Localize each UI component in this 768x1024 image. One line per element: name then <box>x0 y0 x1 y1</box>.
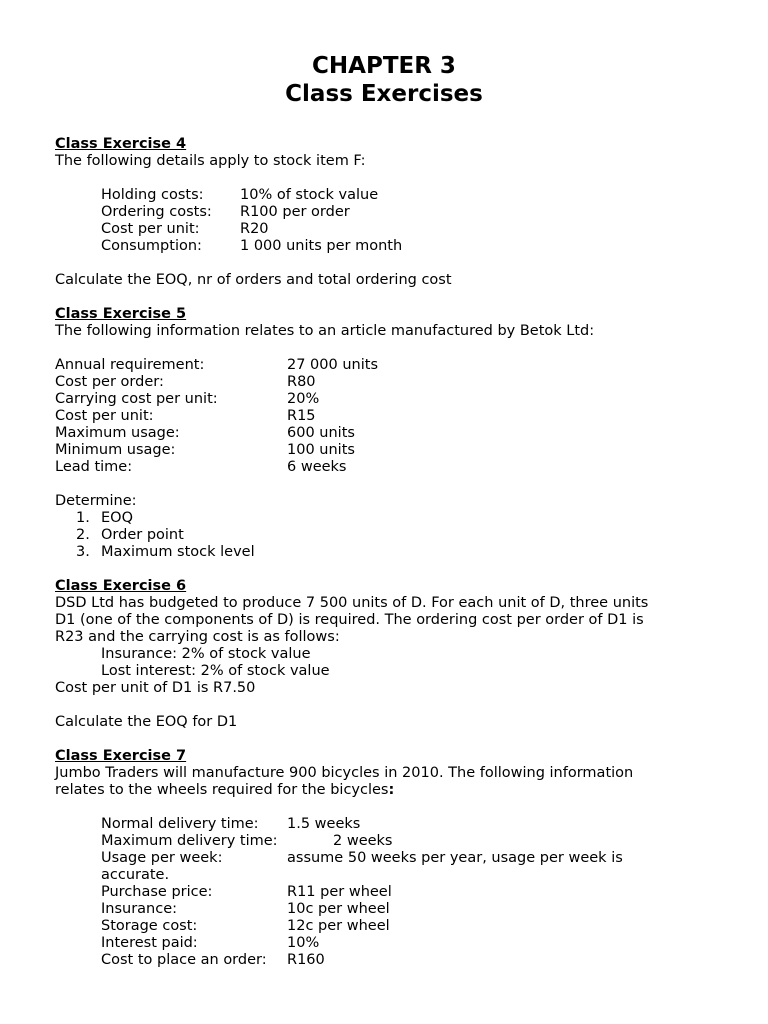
exercise-7-paragraph-line-2 <box>55 782 394 799</box>
ex5-lead-time-label: Lead time: <box>55 459 133 475</box>
ex5-item-1-number: 1. <box>76 510 90 526</box>
ex7-insurance-label: Insurance: <box>101 901 178 917</box>
ex5-unit-cost-label: Cost per unit: <box>55 408 154 424</box>
ex5-item-1-text: EOQ <box>101 510 133 526</box>
exercise-7-heading: Class Exercise 7 <box>55 748 187 764</box>
ex6-cost-per-unit: Cost per unit of D1 is R7.50 <box>55 680 256 696</box>
ex5-item-2-text: Order point <box>101 527 184 543</box>
ex7-purchase-price-label: Purchase price: <box>101 884 213 900</box>
exercise-6-paragraph-line-3: R23 and the carrying cost is as follows: <box>55 629 340 645</box>
ex7-usage-label: Usage per week: <box>101 850 223 866</box>
ex7-max-delivery-label: Maximum delivery time: <box>101 833 278 849</box>
ex5-carrying-value: 20% <box>287 391 320 407</box>
exercise-7-paragraph-line-1: Jumbo Traders will manufacture 900 bicycles in 2010. The following information <box>55 765 634 781</box>
ex5-determine: Determine: <box>55 493 137 509</box>
ex5-annual-label: Annual requirement: <box>55 357 205 373</box>
ex5-item-3-text: Maximum stock level <box>101 544 255 560</box>
ex5-lead-time-value: 6 weeks <box>287 459 347 475</box>
ex5-unit-cost-value: R15 <box>287 408 316 424</box>
ex4-holding-label: Holding costs: <box>101 187 204 203</box>
ex5-item-2-number: 2. <box>76 527 90 543</box>
ex4-ordering-label: Ordering costs: <box>101 204 212 220</box>
ex4-cost-value: R20 <box>240 221 269 237</box>
ex7-order-cost-value: R160 <box>287 952 325 968</box>
exercise-6-task: Calculate the EOQ for D1 <box>55 714 238 730</box>
ex7-storage-label: Storage cost: <box>101 918 198 934</box>
ex7-insurance-value: 10c per wheel <box>287 901 390 917</box>
chapter-title: CHAPTER 3 <box>312 53 456 79</box>
ex6-insurance: Insurance: 2% of stock value <box>101 646 311 662</box>
ex4-consumption-value: 1 000 units per month <box>240 238 403 254</box>
ex5-item-3-number: 3. <box>76 544 90 560</box>
ex7-max-delivery-value: 2 weeks <box>333 833 393 849</box>
exercise-4-intro: The following details apply to stock item F: <box>55 153 366 169</box>
ex5-max-usage-label: Maximum usage: <box>55 425 180 441</box>
ex5-max-usage-value: 600 units <box>287 425 355 441</box>
ex6-lost-interest: Lost interest: 2% of stock value <box>101 663 330 679</box>
ex7-interest-label: Interest paid: <box>101 935 198 951</box>
ex7-normal-delivery-value: 1.5 weeks <box>287 816 361 832</box>
ex7-usage-value: assume 50 weeks per year, usage per week is <box>287 850 623 866</box>
ex5-annual-value: 27 000 units <box>287 357 378 373</box>
exercise-6-heading: Class Exercise 6 <box>55 578 187 594</box>
ex7-interest-value: 10% <box>287 935 320 951</box>
ex5-min-usage-value: 100 units <box>287 442 355 458</box>
page-subtitle: Class Exercises <box>285 81 483 107</box>
ex5-order-cost-label: Cost per order: <box>55 374 164 390</box>
ex7-normal-delivery-label: Normal delivery time: <box>101 816 259 832</box>
ex4-ordering-value: R100 per order <box>240 204 350 220</box>
exercise-6-paragraph-line-2: D1 (one of the components of D) is required. The ordering cost per order of D1 is <box>55 612 644 628</box>
ex5-carrying-label: Carrying cost per unit: <box>55 391 218 407</box>
ex5-order-cost-value: R80 <box>287 374 316 390</box>
ex7-usage-continuation: accurate. <box>101 867 170 883</box>
exercise-4-heading: Class Exercise 4 <box>55 136 187 152</box>
ex4-holding-value: 10% of stock value <box>240 187 379 203</box>
exercise-5-heading: Class Exercise 5 <box>55 306 187 322</box>
exercise-6-paragraph-line-1: DSD Ltd has budgeted to produce 7 500 units of D. For each unit of D, three units <box>55 595 649 611</box>
ex7-purchase-price-value: R11 per wheel <box>287 884 392 900</box>
exercise-5-intro: The following information relates to an article manufactured by Betok Ltd: <box>55 323 595 339</box>
exercise-4-task: Calculate the EOQ, nr of orders and total ordering cost <box>55 272 452 288</box>
exercise-7-bold-colon: : <box>388 782 395 798</box>
ex4-consumption-label: Consumption: <box>101 238 202 254</box>
ex4-cost-label: Cost per unit: <box>101 221 200 237</box>
ex7-storage-value: 12c per wheel <box>287 918 390 934</box>
ex5-min-usage-label: Minimum usage: <box>55 442 176 458</box>
ex7-order-cost-label: Cost to place an order: <box>101 952 267 968</box>
exercise-7-paragraph-text: relates to the wheels required for the bicycles <box>55 782 389 798</box>
